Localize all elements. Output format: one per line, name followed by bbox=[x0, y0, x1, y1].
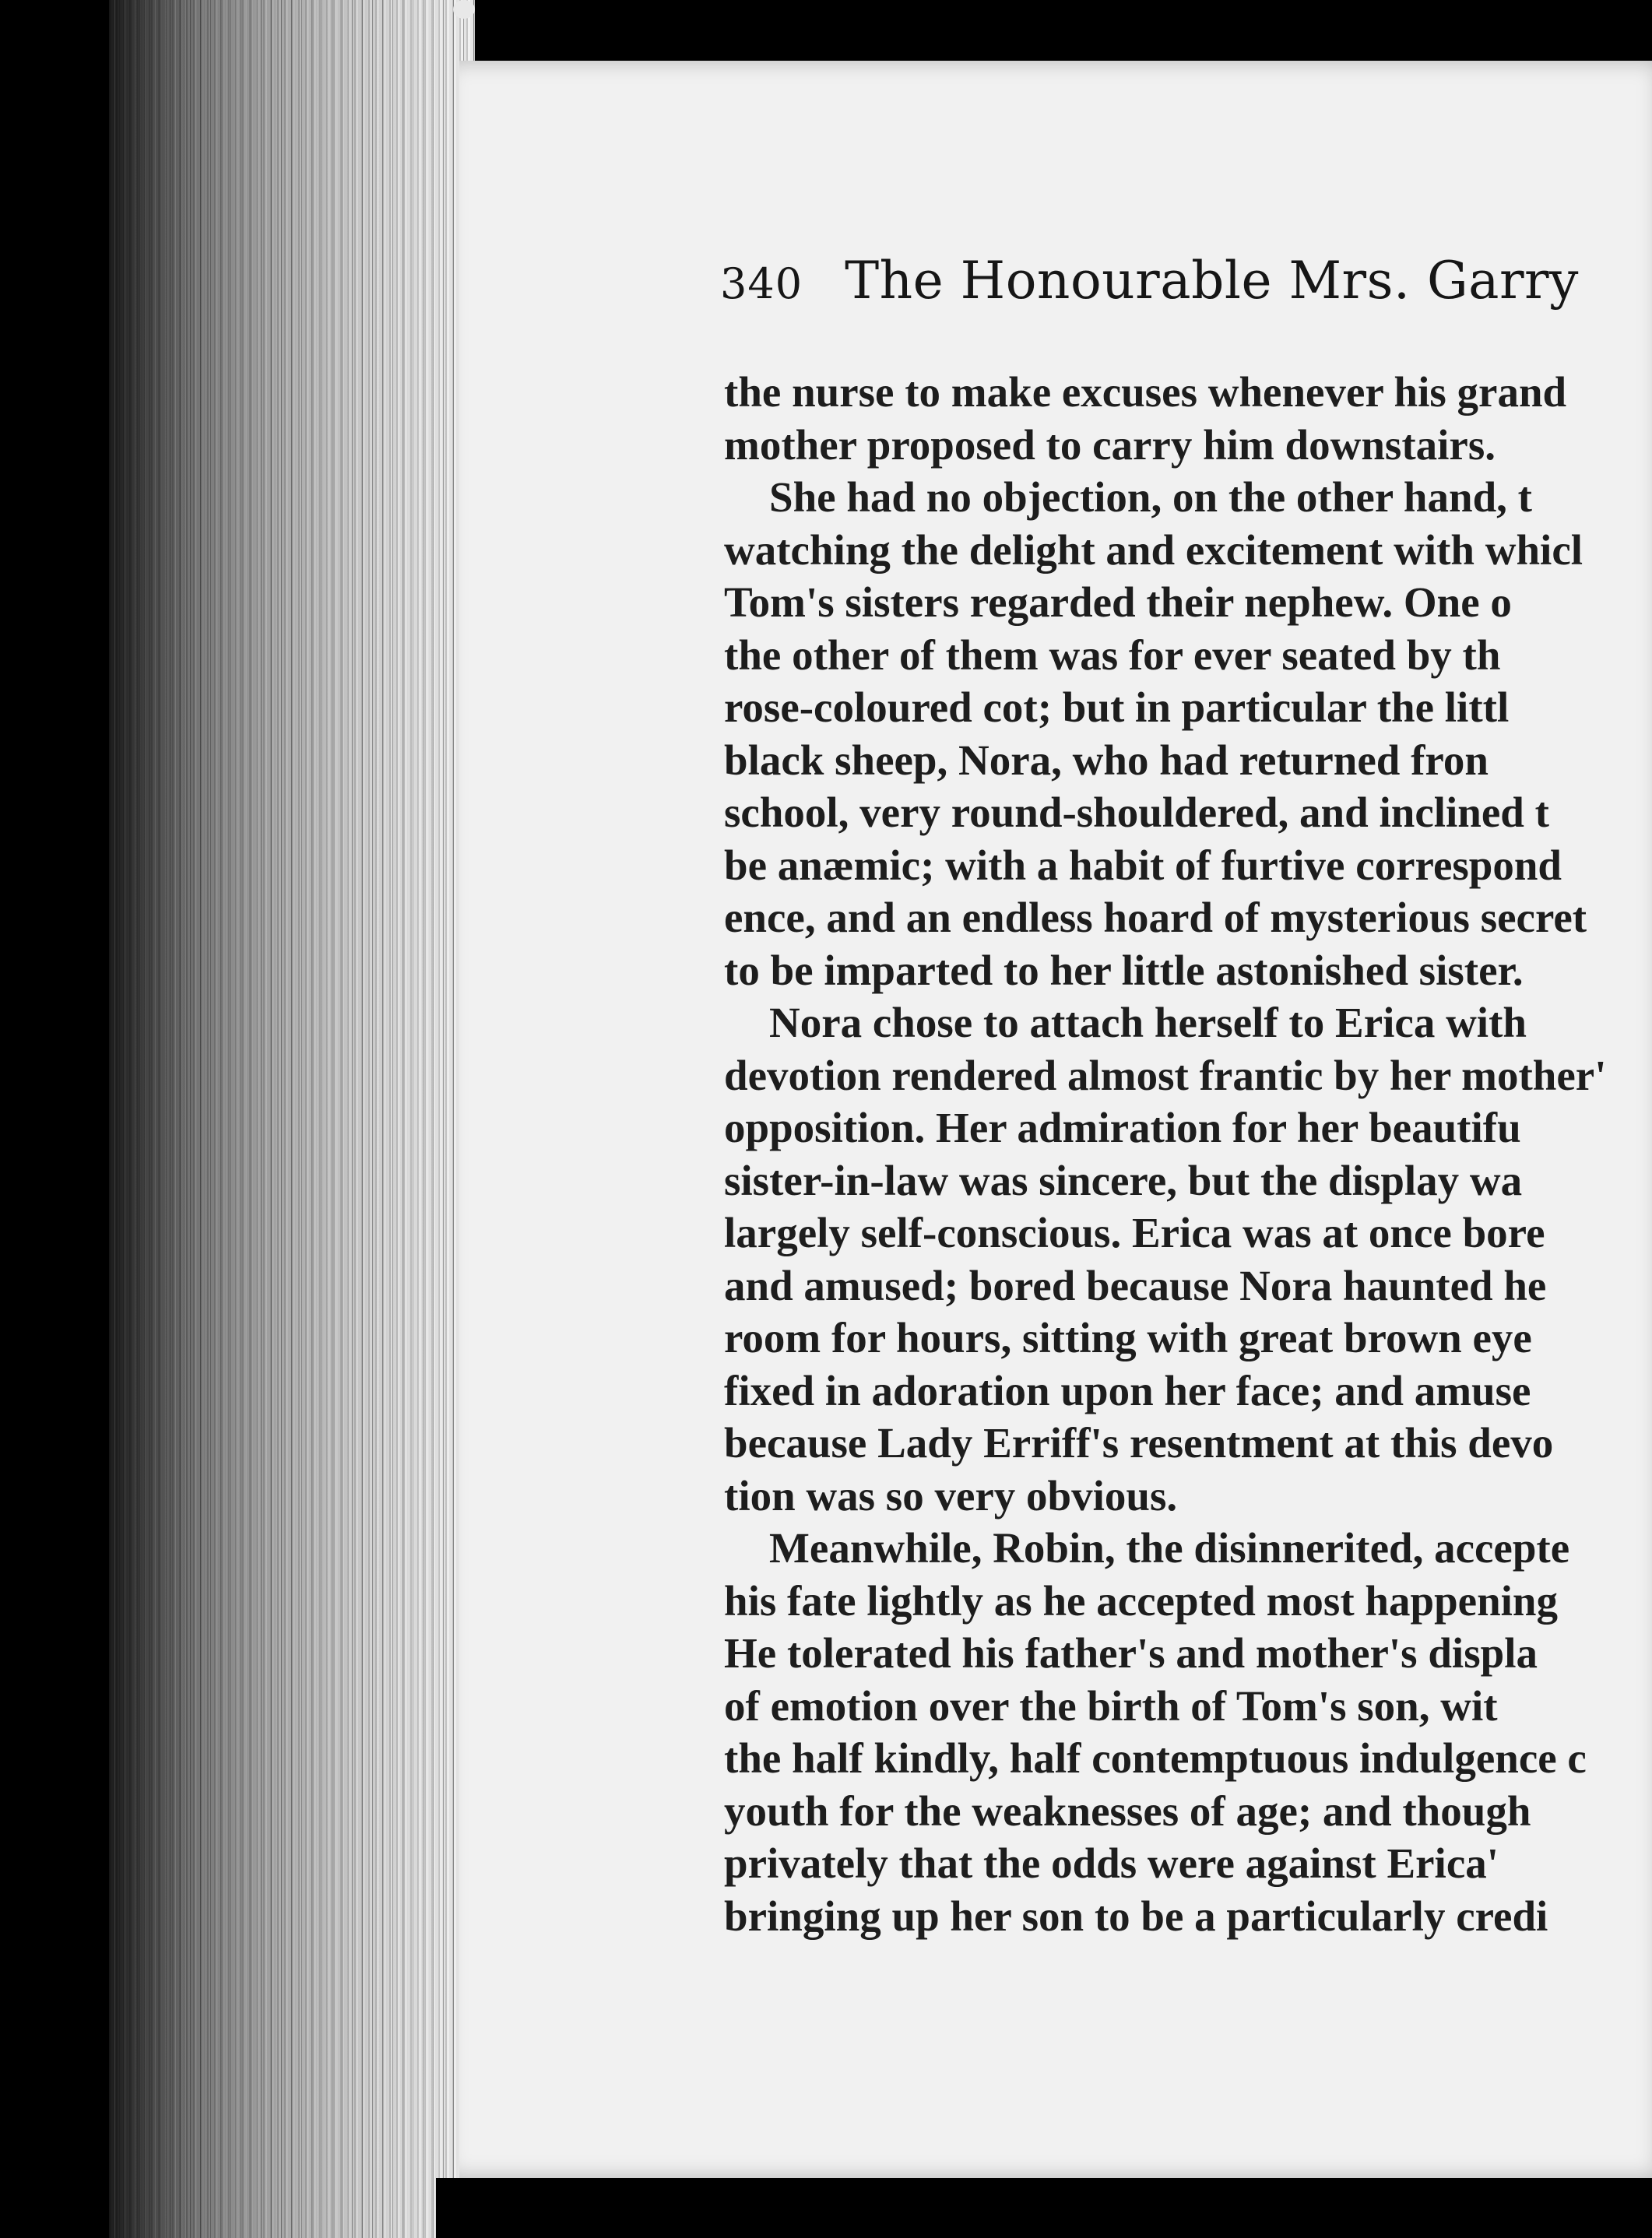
text-line: ence, and an endless hoard of mysterious secret bbox=[724, 894, 1587, 941]
text-line: the half kindly, half contemptuous indulgence c bbox=[724, 1734, 1587, 1782]
text-line: bringing up her son to be a particularly credi bbox=[724, 1892, 1548, 1940]
running-head bbox=[720, 251, 1579, 311]
text-line: his fate lightly as he accepted most happening bbox=[724, 1576, 1559, 1625]
body-text bbox=[724, 366, 1652, 1942]
text-line: to be imparted to her little astonished sister. bbox=[724, 946, 1524, 994]
text-line: devotion rendered almost frantic by her mother' bbox=[724, 1051, 1607, 1099]
text-line: sister-in-law was sincere, but the display wa bbox=[724, 1156, 1523, 1204]
text-line: of emotion over the birth of Tom's son, wit bbox=[724, 1681, 1498, 1730]
text-line: black sheep, Nora, who had returned fron bbox=[724, 736, 1489, 784]
bottom-shadow bbox=[436, 2178, 1652, 2238]
text-line: largely self-conscious. Erica was at once bore bbox=[724, 1209, 1545, 1256]
text-line: tion was so very obvious. bbox=[724, 1471, 1178, 1520]
text-line: youth for the weaknesses of age; and though bbox=[724, 1787, 1531, 1835]
text-line: She had no objection, on the other hand, t bbox=[769, 473, 1532, 521]
text-line: Tom's sisters regarded their nephew. One o bbox=[724, 578, 1512, 626]
text-line: rose-coloured cot; but in particular the littl bbox=[724, 683, 1510, 731]
text-line: He tolerated his father's and mother's displa bbox=[724, 1629, 1538, 1677]
text-line: watching the delight and excitement with whicl bbox=[724, 525, 1583, 574]
text-line: the other of them was for ever seated by th bbox=[724, 631, 1501, 679]
text-line: the nurse to make excuses whenever his grand bbox=[724, 368, 1567, 416]
text-line: because Lady Erriff's resentment at this devo bbox=[724, 1419, 1554, 1467]
text-line: and amused; bored because Nora haunted he bbox=[724, 1261, 1547, 1309]
text-line: Nora chose to attach herself to Erica with bbox=[769, 999, 1527, 1046]
text-line: privately that the odds were against Erica' bbox=[724, 1839, 1499, 1887]
text-line: room for hours, sitting with great brown eye bbox=[724, 1314, 1532, 1361]
text-line: fixed in adoration upon her face; and amuse bbox=[724, 1366, 1531, 1414]
text-line: Meanwhile, Robin, the disinnerited, accepte bbox=[769, 1524, 1570, 1572]
book-title: The Honourable Mrs. Garry bbox=[845, 251, 1579, 311]
text-line: mother proposed to carry him downstairs. bbox=[724, 420, 1496, 469]
text-line: school, very round-shouldered, and inclined t bbox=[724, 789, 1549, 836]
text-line: opposition. Her admiration for her beautifu bbox=[724, 1104, 1521, 1151]
text-line: be anæmic; with a habit of furtive correspond bbox=[724, 841, 1562, 889]
page-number: 340 bbox=[720, 259, 803, 308]
